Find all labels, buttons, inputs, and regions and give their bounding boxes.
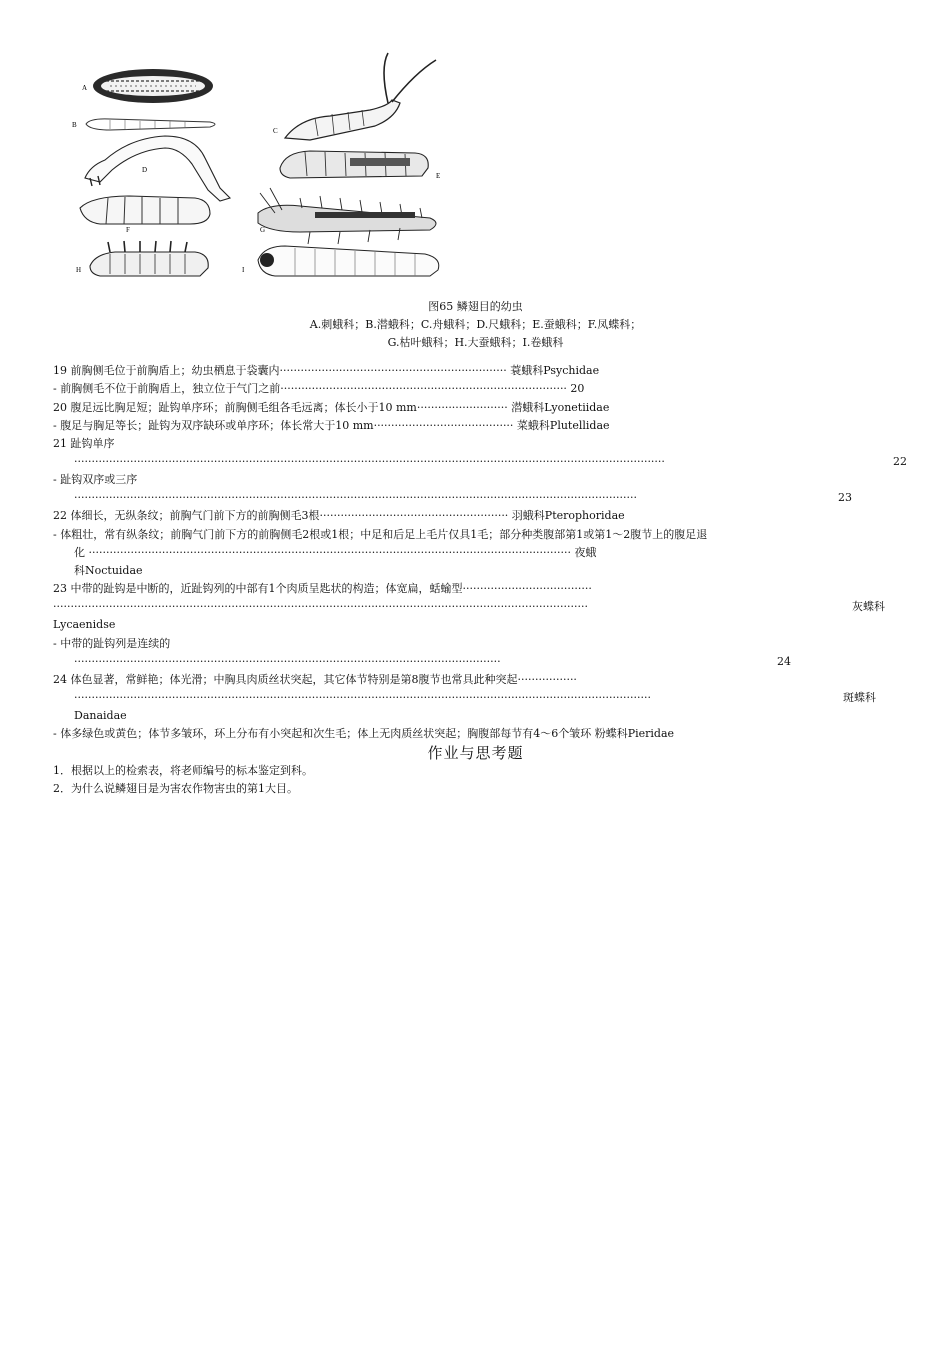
key-couplet-24a: 24 体色显著，常鲜艳；体光滑；中胸具肉质丝状突起，其它体节特别是第8腹节也常具此种突起················· [53,673,577,686]
label-i: I [242,266,245,274]
label-e: E [436,172,441,180]
homework-question-1: 1．根据以上的检索表，将老师编号的标本鉴定到科。 [53,764,313,777]
larva-c-illustration [285,53,436,140]
key-couplet-22a: 22 体细长，无纵条纹；前胸气门前下方的前胸侧毛3根······················································ 羽蛾科Pterophoridae [53,509,625,522]
label-f: F [126,226,130,234]
label-d: D [142,166,148,174]
homework-heading: 作业与思考题 [427,744,524,762]
label-h: H [76,266,82,274]
key-couplet-23b-target: 24 [777,655,791,668]
larvae-figure [70,48,450,284]
larva-h-illustration [90,241,208,276]
key-couplet-22b-cont: 化 ·········································································································································· 夜蛾 [74,546,597,559]
key-couplet-19b: - 前胸侧毛不位于前胸盾上，独立位于气门之前·················································································· 20 [53,382,585,395]
figure-caption-title: 图65 鳞翅目的幼虫 [428,300,523,313]
larva-d-illustration [85,136,230,201]
larva-g-illustration [258,188,436,244]
key-couplet-21a-target: 22 [893,455,907,468]
larva-f-illustration [80,196,210,224]
key-couplet-20b: - 腹足与胸足等长；趾钩为双序缺环或单序环；体长常大于10 mm········································ 菜蛾科Plutellidae [53,419,610,432]
label-a: A [82,84,88,92]
label-c: C [273,127,278,135]
key-couplet-19a: 19 前胸侧毛位于前胸盾上；幼虫栖息于袋囊内································································· 蓑蛾科Psychidae [53,364,600,377]
key-couplet-23a: 23 中带的趾钩是中断的，近趾钩列的中部有1个肉质呈匙状的构造；体宽扁，蛞蝓型····································· [53,582,592,595]
label-g: G [260,226,266,234]
key-couplet-23a-family: Lycaenidse [53,618,116,631]
key-couplet-21b: - 趾钩双序或三序 [53,473,138,486]
key-couplet-23a-target: 灰蝶科 [852,600,885,613]
key-couplet-21b-leader: ································································································································································· [74,491,637,504]
homework-question-2: 2．为什么说鳞翅目是为害农作物害虫的第1大目。 [53,782,298,795]
key-couplet-21a-leader: ········································································································································································· [74,455,665,468]
key-couplet-22b-family: 科Noctuidae [74,564,143,577]
larva-e-illustration [280,151,428,178]
key-couplet-23b: - 中带的趾钩列是连续的 [53,637,171,650]
figure-caption-line2: G.枯叶蛾科；H.大蚕蛾科；I.卷蛾科 [387,336,564,349]
label-b: B [72,121,77,129]
key-couplet-24a-family: Danaidae [74,709,127,722]
key-couplet-21b-target: 23 [838,491,852,504]
key-couplet-23b-leader: ·························································································································· [74,655,501,668]
key-couplet-24b: - 体多绿色或黄色；体节多皱环，环上分布有小突起和次生毛；体上无肉质丝状突起；胸腹部每节有4～6个皱环 粉蝶科Pieridae [53,727,675,740]
figure-caption-line1: A.刺蛾科；B.潜蛾科；C.舟蛾科；D.尺蛾科；E.蚕蛾科；F.凤蝶科； [309,318,642,331]
key-couplet-22b: - 体粗壮，常有纵条纹；前胸气门前下方的前胸侧毛2根或1根；中足和后足上毛片仅具1毛；部分种类腹部第1或第1～2腹节上的腹足退 [53,528,708,541]
larva-a-illustration [93,69,213,103]
key-couplet-24a-target: 斑蝶科 [843,691,876,704]
larva-i-illustration [258,246,439,276]
key-couplet-24a-leader: ····································································································································································· [74,691,651,704]
key-couplet-23a-leader: ························································································································································· [53,600,588,613]
key-couplet-20a: 20 腹足远比胸足短；趾钩单序环；前胸侧毛组各毛远离；体长小于10 mm·························· 潜蛾科Lyonetiidae [53,401,610,414]
larva-b-illustration [86,119,215,130]
key-couplet-21a: 21 趾钩单序 [53,437,115,450]
